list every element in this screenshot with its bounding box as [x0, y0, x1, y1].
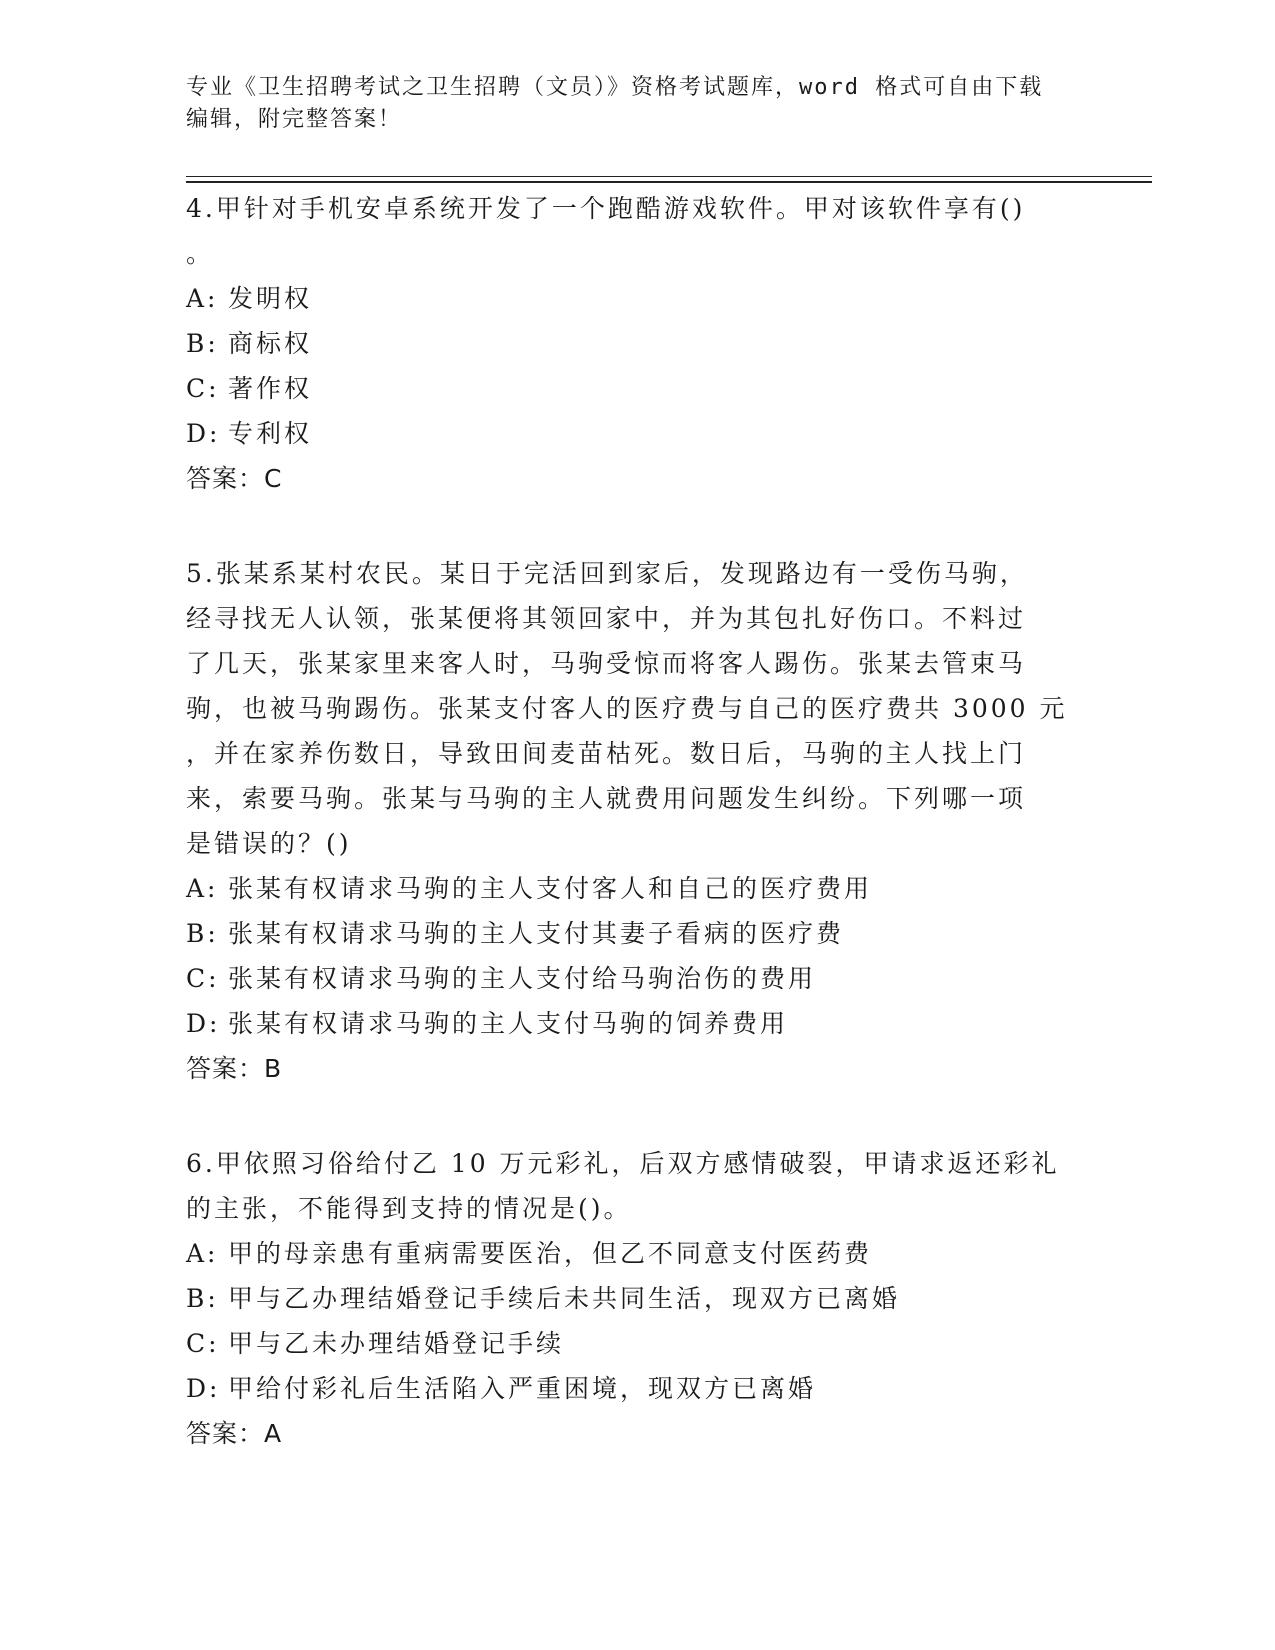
- document-header: [186, 72, 1086, 136]
- answer-line: 答案：A: [186, 1419, 283, 1448]
- option-a: [186, 866, 1086, 911]
- question-stem-line: 驹，也被马驹踢伤。张某支付客人的医疗费与自己的医疗费共 3000 元: [186, 694, 1068, 723]
- option-key: D:: [186, 1374, 221, 1403]
- option-c: [186, 1321, 1086, 1366]
- option-key: C:: [186, 1329, 220, 1358]
- question-stem-line: 的主张，不能得到支持的情况是()。: [186, 1194, 632, 1223]
- option-key: B:: [186, 329, 219, 358]
- option-key: A:: [186, 874, 219, 903]
- question-4: [186, 186, 1086, 501]
- question-stem-line: ，并在家养伤数日，导致田间麦苗枯死。数日后，马驹的主人找上门: [186, 739, 1027, 768]
- option-a: [186, 1231, 1086, 1276]
- option-text: 甲与乙未办理结婚登记手续: [228, 1329, 565, 1358]
- question-stem-line: 6.甲依照习俗给付乙 10 万元彩礼，后双方感情破裂，甲请求返还彩礼: [186, 1149, 1060, 1178]
- option-d: [186, 411, 1086, 456]
- option-key: A:: [186, 284, 219, 313]
- option-text: 著作权: [228, 374, 313, 403]
- option-c: [186, 366, 1086, 411]
- option-text: 专利权: [228, 419, 313, 448]
- question-stem-line: 是错误的？(): [186, 829, 352, 858]
- header-divider-thin: [186, 176, 1152, 177]
- option-key: D:: [186, 419, 221, 448]
- header-line-1: 专业《卫生招聘考试之卫生招聘（文员）》资格考试题库，word 格式可自由下载: [186, 75, 1044, 100]
- option-text: 商标权: [228, 329, 313, 358]
- question-stem-line: 来，索要马驹。张某与马驹的主人就费用问题发生纠纷。下列哪一项: [186, 784, 1027, 813]
- question-stem-line: 了几天，张某家里来客人时，马驹受惊而将客人踢伤。张某去管束马: [186, 649, 1027, 678]
- option-b: [186, 1276, 1086, 1321]
- option-key: B:: [186, 919, 219, 948]
- option-text: 张某有权请求马驹的主人支付其妻子看病的医疗费: [228, 919, 845, 948]
- question-stem-line: 经寻找无人认领，张某便将其领回家中，并为其包扎好伤口。不料过: [186, 604, 1027, 633]
- option-c: [186, 956, 1086, 1001]
- option-d: [186, 1001, 1086, 1046]
- option-key: C:: [186, 964, 220, 993]
- header-line-2: 编辑，附完整答案！: [186, 107, 403, 132]
- option-key: C:: [186, 374, 220, 403]
- question-6: [186, 1141, 1086, 1456]
- option-b: [186, 911, 1086, 956]
- option-a: [186, 276, 1086, 321]
- option-text: 发明权: [228, 284, 313, 313]
- option-text: 张某有权请求马驹的主人支付给马驹治伤的费用: [228, 964, 817, 993]
- option-text: 张某有权请求马驹的主人支付马驹的饲养费用: [228, 1009, 789, 1038]
- question-stem-line: 4.甲针对手机安卓系统开发了一个跑酷游戏软件。甲对该软件享有(): [186, 194, 1026, 223]
- question-stem-line: 。: [186, 239, 215, 268]
- option-text: 张某有权请求马驹的主人支付客人和自己的医疗费用: [228, 874, 873, 903]
- question-stem-line: 5.张某系某村农民。某日于完活回到家后，发现路边有一受伤马驹，: [186, 559, 1028, 588]
- option-text: 甲给付彩礼后生活陷入严重困境，现双方已离婚: [228, 1374, 817, 1403]
- option-key: B:: [186, 1284, 219, 1313]
- answer-line: 答案：B: [186, 1054, 283, 1083]
- answer-line: 答案：C: [186, 464, 283, 493]
- option-d: [186, 1366, 1086, 1411]
- option-key: D:: [186, 1009, 221, 1038]
- option-key: A:: [186, 1239, 219, 1268]
- option-b: [186, 321, 1086, 366]
- header-divider-thick: [186, 181, 1152, 183]
- option-text: 甲与乙办理结婚登记手续后未共同生活，现双方已离婚: [228, 1284, 901, 1313]
- question-5: [186, 551, 1086, 1091]
- option-text: 甲的母亲患有重病需要医治，但乙不同意支付医药费: [228, 1239, 873, 1268]
